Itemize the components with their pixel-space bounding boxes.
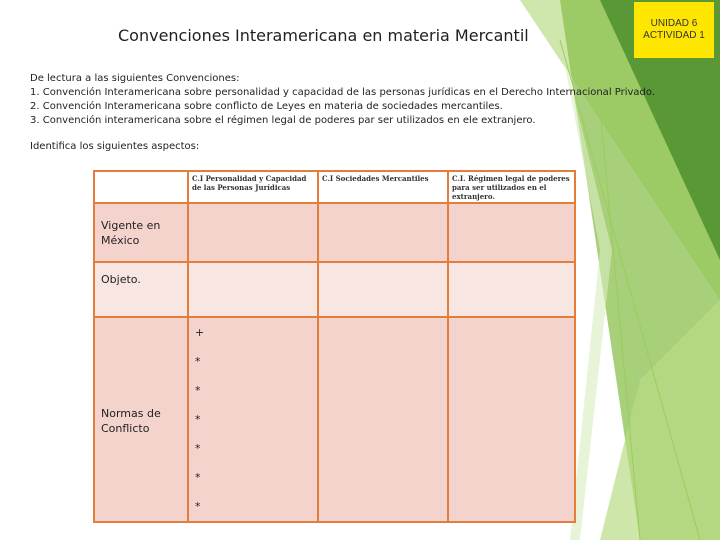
table-header-row [94, 171, 575, 203]
table-row-normas [94, 317, 575, 522]
table-cell[interactable] [188, 317, 318, 522]
bullet-list [189, 318, 317, 521]
row-label-cell [94, 262, 188, 317]
bullet-marker: * [195, 384, 201, 397]
reading-instructions [30, 72, 655, 128]
comparison-table [93, 170, 576, 523]
column-header [318, 171, 448, 203]
bullet-marker: * [195, 471, 201, 484]
bullet-marker: * [195, 500, 201, 513]
aspects-label: Identifica los siguientes aspectos: [30, 141, 200, 152]
intro-heading: De lectura a las siguientes Convenciones: [30, 73, 240, 84]
column-header-label: C.I. Régimen legal de poderes para ser utilizados en el extranjero. [452, 174, 570, 201]
bullet-marker: + [195, 326, 205, 339]
table-row-vigente [94, 203, 575, 262]
row-label-objeto: Objeto. [101, 273, 141, 286]
badge-activity: ACTIVIDAD 1 [643, 30, 705, 41]
badge-unit: UNIDAD 6 [650, 18, 698, 29]
table-cell[interactable] [318, 203, 448, 262]
row-label-cell [94, 203, 188, 262]
table-cell[interactable] [448, 203, 575, 262]
table-cell[interactable] [188, 262, 318, 317]
intro-item: 2. Convención Interamericana sobre conflicto de Leyes en materia de sociedades mercantiles. [30, 101, 503, 112]
bullet-marker: * [195, 413, 201, 426]
column-header-label: C.I Personalidad y Capacidad de las Personas Jurídicas [192, 174, 307, 192]
empty-corner-cell [94, 171, 188, 203]
table-cell[interactable] [448, 317, 575, 522]
intro-item: 3. Convención interamericana sobre el régimen legal de poderes par ser utilizados en ele extranjero. [30, 115, 536, 126]
unit-activity-badge [634, 2, 714, 58]
bullet-marker: * [195, 442, 201, 455]
column-header [188, 171, 318, 203]
table-cell[interactable] [448, 262, 575, 317]
table-cell[interactable] [318, 262, 448, 317]
column-header-label: C.I Sociedades Mercantiles [322, 174, 429, 183]
intro-item: 1. Convención Interamericana sobre personalidad y capacidad de las personas jurídicas en el Derecho Internacional Privado. [30, 87, 656, 98]
page-title: Convenciones Interamericana en materia Mercantil [118, 26, 529, 45]
table-row-objeto [94, 262, 575, 317]
table-cell[interactable] [318, 317, 448, 522]
column-header [448, 171, 575, 203]
row-label-cell [94, 317, 188, 522]
row-label-normas: Normas de Conflicto [101, 407, 161, 435]
table-cell[interactable] [188, 203, 318, 262]
bullet-marker: * [195, 355, 201, 368]
row-label-vigente: Vigente en México [101, 219, 161, 247]
